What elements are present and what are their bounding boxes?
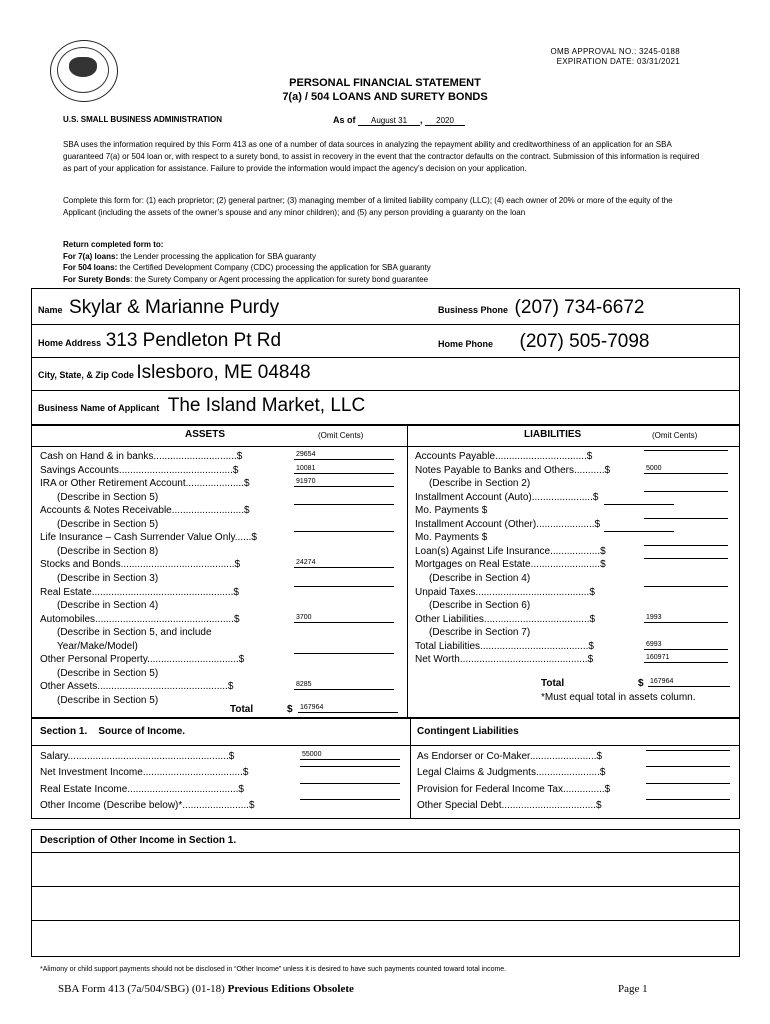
row-note: (Describe in Section 5) xyxy=(57,694,159,706)
row-label: Total Liabilities.......................................$ xyxy=(415,640,594,652)
return-504-text: the Certified Development Company (CDC) processing the application for SBA guaranty xyxy=(117,263,431,272)
title-line-1: PERSONAL FINANCIAL STATEMENT xyxy=(289,77,481,89)
amount-field[interactable] xyxy=(294,653,394,654)
amount-field[interactable]: 1993 xyxy=(644,613,728,623)
row-label: Stocks and Bonds.........................................$ xyxy=(40,559,241,571)
assets-header: ASSETS xyxy=(185,429,226,440)
amount-field[interactable] xyxy=(294,504,394,505)
return-7a-text: the Lender processing the application for SBA guaranty xyxy=(118,251,317,261)
alimony-footnote: *Alimony or child support payments should not be disclosed in “Other Income” unless it is desired to have such payments counted toward total income. xyxy=(40,966,507,973)
amount-field[interactable] xyxy=(644,558,728,559)
row-label: Real Estate...................................................$ xyxy=(40,586,239,598)
row-label: Accounts Payable.................................$ xyxy=(415,451,593,462)
home-address-row xyxy=(38,330,281,352)
row-note: (Describe in Section 5, and include xyxy=(57,627,212,639)
return-surety-text: : the Surety Company or Agent processing the application for surety bond guarantee xyxy=(130,274,429,284)
omb-approval-block xyxy=(551,47,681,67)
business-phone-label: Business Phone xyxy=(438,305,509,315)
amount-field[interactable] xyxy=(604,504,674,505)
row-label: Automobiles..................................................$ xyxy=(40,613,240,625)
amount-field[interactable] xyxy=(646,783,730,784)
form-number xyxy=(58,983,354,995)
assets-total-field[interactable]: 167964 xyxy=(298,703,398,713)
name-row xyxy=(38,297,279,319)
row-label: Mo. Payments $ xyxy=(415,505,488,517)
amount-field[interactable] xyxy=(646,766,730,767)
amount-field[interactable]: 5000 xyxy=(644,464,728,474)
amount-field[interactable]: 10081 xyxy=(294,464,394,474)
home-phone-field[interactable]: (207) 505-7098 xyxy=(519,331,650,352)
home-address-field[interactable]: 313 Pendleton Pt Rd xyxy=(105,330,282,351)
other-income-line-2[interactable] xyxy=(32,887,739,919)
row-note: (Describe in Section 2) xyxy=(429,478,531,490)
assets-total-label: Total xyxy=(230,704,254,715)
amount-field[interactable] xyxy=(300,783,400,784)
amount-field[interactable] xyxy=(644,545,728,546)
amount-field[interactable] xyxy=(300,766,400,767)
city-row xyxy=(38,362,311,384)
business-name-row xyxy=(38,395,365,417)
row-label: Net Investment Income....................................$ xyxy=(40,767,249,779)
amount-field[interactable]: 3700 xyxy=(294,613,394,623)
section-1-number: Section 1. xyxy=(40,726,88,737)
row-label: Other Liabilities......................................$ xyxy=(415,613,596,625)
amount-field[interactable] xyxy=(644,450,728,451)
omb-approval-number: OMB APPROVAL NO.: 3245-0188 xyxy=(550,47,680,56)
business-phone-field[interactable]: (207) 734-6672 xyxy=(514,297,645,318)
page-number: Page 1 xyxy=(618,983,648,995)
liabilities-omit-cents: (Omit Cents) xyxy=(652,431,698,440)
row-label: Legal Claims & Judgments.......................$ xyxy=(417,767,606,779)
contingent-header: Contingent Liabilities xyxy=(417,726,519,737)
row-label: Cash on Hand & in banks..............................$ xyxy=(40,451,243,462)
row-note: (Describe in Section 8) xyxy=(57,545,159,557)
other-income-line-1[interactable] xyxy=(32,853,739,885)
business-phone-row xyxy=(438,297,644,319)
row-label: Installment Account (Other).....................$ xyxy=(415,518,601,530)
row-label: Accounts & Notes Receivable..........................$ xyxy=(40,505,250,517)
as-of-label: As of xyxy=(333,115,356,125)
row-label: Real Estate Income........................................$ xyxy=(40,783,244,795)
obsolete-text: Previous Editions Obsolete xyxy=(227,983,354,995)
section-1-title: Source of Income. xyxy=(98,726,186,737)
row-label: Net Worth..............................................$ xyxy=(415,654,594,666)
row-note: (Describe in Section 4) xyxy=(429,572,531,584)
row-label: Provision for Federal Income Tax...............$ xyxy=(417,783,611,795)
amount-field[interactable] xyxy=(294,531,394,532)
city-label: City, State, & Zip Code xyxy=(38,370,134,380)
other-income-description-title: Description of Other Income in Section 1. xyxy=(40,835,237,846)
assets-total-dollar: $ xyxy=(287,704,293,715)
row-label: Other Assets...............................................$ xyxy=(40,681,234,693)
other-income-line-3[interactable] xyxy=(32,921,739,956)
row-note: (Describe in Section 5) xyxy=(57,491,159,503)
amount-field[interactable] xyxy=(604,531,674,532)
return-instructions xyxy=(63,239,431,285)
row-label: Life Insurance – Cash Surrender Value Only......$ xyxy=(40,532,257,544)
amount-field[interactable] xyxy=(294,586,394,587)
row-label: Notes Payable to Banks and Others...........$ xyxy=(415,464,611,476)
home-phone-label: Home Phone xyxy=(438,339,494,349)
home-address-label: Home Address xyxy=(38,338,102,348)
amount-field[interactable] xyxy=(644,518,728,519)
amount-field[interactable]: 91970 xyxy=(294,477,394,487)
row-label: Savings Accounts.........................................$ xyxy=(40,464,239,476)
amount-field[interactable]: 160971 xyxy=(644,653,728,663)
row-note: (Describe in Section 6) xyxy=(429,600,531,612)
amount-field[interactable]: 8285 xyxy=(294,680,394,690)
expiration-date: EXPIRATION DATE: 03/31/2021 xyxy=(556,57,680,66)
return-7a-label: For 7(a) loans: xyxy=(63,251,119,261)
row-label: Loan(s) Against Life Insurance..................$ xyxy=(415,545,606,557)
row-label: Other Special Debt..................................$ xyxy=(417,799,602,811)
amount-field[interactable]: 6993 xyxy=(644,640,728,650)
amount-field[interactable] xyxy=(646,750,730,751)
home-phone-row xyxy=(438,331,649,353)
amount-field[interactable] xyxy=(646,799,730,800)
amount-field[interactable]: 24274 xyxy=(294,558,394,568)
city-field[interactable]: Islesboro, ME 04848 xyxy=(136,362,311,383)
row-label: As Endorser or Co-Maker........................$ xyxy=(417,751,603,762)
row-note: Year/Make/Model) xyxy=(57,640,138,652)
as-of-date xyxy=(333,115,465,126)
row-label: Mo. Payments $ xyxy=(415,532,488,544)
row-note: (Describe in Section 5) xyxy=(57,667,159,679)
intro-paragraph-2: Complete this form for: (1) each proprietor; (2) general partner; (3) managing member of a limited liability company (LLC); (4) each owner of 20% or more of the equity of the Applicant (including the assets of the owner’s spouse and any minor children); and (5) any person providing a guaranty on the loan xyxy=(63,196,673,217)
row-label: IRA or Other Retirement Account.....................$ xyxy=(40,478,250,490)
amount-field[interactable]: 55000 xyxy=(300,750,400,760)
row-label: Other Personal Property.................................$ xyxy=(40,654,245,666)
row-label: Other Income (Describe below)*........................$ xyxy=(40,799,255,811)
return-504-label: For 504 loans: xyxy=(63,263,118,272)
row-note: (Describe in Section 3) xyxy=(57,572,159,584)
liabilities-header: LIABILITIES xyxy=(524,429,582,440)
form-title xyxy=(0,76,770,104)
business-name-field[interactable]: The Island Market, LLC xyxy=(167,395,366,416)
row-note: (Describe in Section 7) xyxy=(429,627,531,639)
name-label: Name xyxy=(38,305,63,315)
liabilities-total-label: Total xyxy=(541,678,565,689)
as-of-year-field[interactable]: 2020 xyxy=(425,116,465,126)
liabilities-total-note: *Must equal total in assets column. xyxy=(541,692,696,703)
name-field[interactable]: Skylar & Marianne Purdy xyxy=(69,297,280,318)
liabilities-total-dollar: $ xyxy=(638,678,644,689)
as-of-sep: , xyxy=(420,115,423,125)
row-label: Mortgages on Real Estate.........................$ xyxy=(415,559,606,571)
row-note: (Describe in Section 4) xyxy=(57,600,159,612)
liabilities-total-field[interactable]: 167964 xyxy=(648,677,730,687)
form-number-text: SBA Form 413 (7a/504/SBG) (01-18) xyxy=(58,983,228,995)
amount-field[interactable] xyxy=(300,799,400,800)
row-label: Salary..........................................................$ xyxy=(40,751,235,762)
amount-field[interactable] xyxy=(644,586,728,587)
title-line-2: 7(a) / 504 LOANS AND SURETY BONDS xyxy=(282,91,488,103)
agency-name: U.S. SMALL BUSINESS ADMINISTRATION xyxy=(63,115,222,124)
intro-paragraph-1: SBA uses the information required by this Form 413 as one of a number of data sources in analyzing the repayment ability and creditworthiness of an application for an SBA guaranteed 7(a) or 504 loan or, with respect to a surety bond, to assist in recovery in the event that the contractor defaults on the contract. Submission of this information is required as part of your application for assistance. Failure to provide the information would impact the agency’s decision on your application. xyxy=(63,140,700,173)
business-name-label: Business Name of Applicant xyxy=(38,403,160,413)
row-label: Unpaid Taxes.........................................$ xyxy=(415,586,595,598)
return-surety-label: For Surety Bonds xyxy=(63,274,131,284)
return-title: Return completed form to: xyxy=(63,240,164,249)
row-label: Installment Account (Auto)......................$ xyxy=(415,491,599,503)
amount-field[interactable] xyxy=(644,491,728,492)
as-of-date-field[interactable]: August 31 xyxy=(358,116,420,126)
row-note: (Describe in Section 5) xyxy=(57,518,159,530)
assets-omit-cents: (Omit Cents) xyxy=(318,431,364,440)
section-1-header xyxy=(40,726,185,737)
amount-field[interactable]: 29654 xyxy=(294,450,394,460)
